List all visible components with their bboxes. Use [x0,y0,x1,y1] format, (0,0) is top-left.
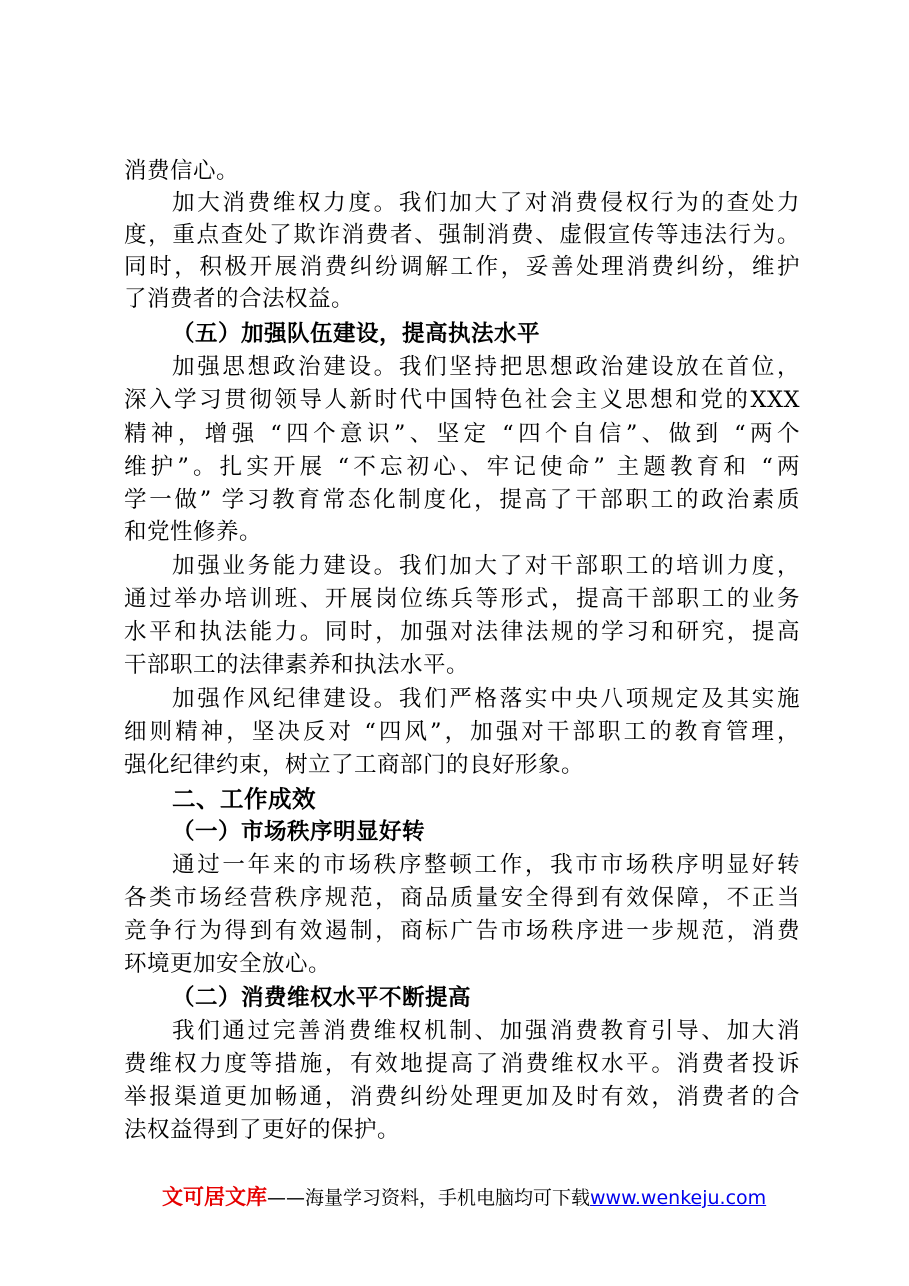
paragraph-line: 各类市场经营秩序规范，商品质量安全得到有效保障，不正当 [124,885,800,911]
chapter-heading: 二、工作成效 [172,785,316,813]
paragraph-line: 强化纪律约束，树立了工商部门的良好形象。 [124,752,585,778]
paragraph-line: 通过举办培训班、开展岗位练兵等形式，提高干部职工的业务 [124,586,800,612]
paragraph-line: 消费信心。 [124,158,240,184]
paragraph-line: 环境更加安全放心。 [124,951,332,977]
paragraph-line: 细则精神，坚决反对 “四风”，加强对干部职工的教育管理， [124,719,800,745]
paragraph-line: 和党性修养。 [124,519,263,545]
paragraph-line: 干部职工的法律素养和执法水平。 [124,652,470,678]
paragraph-line: 加强作风纪律建设。我们严格落实中央八项规定及其实施 [172,686,800,712]
paragraph-line: 学一做” 学习教育常态化制度化，提高了干部职工的政治素质 [124,487,800,513]
paragraph-line: 水平和执法能力。同时，加强对法律法规的学习和研究，提高 [124,619,800,645]
paragraph-line: 维护”。扎实开展 “不忘初心、牢记使命” 主题教育和 “两 [124,454,800,480]
paragraph-line: 法权益得到了更好的保护。 [124,1117,401,1143]
paragraph-line: 加大消费维权力度。我们加大了对消费侵权行为的查处力 [172,190,800,216]
paragraph-line: 举报渠道更加畅通，消费纠纷处理更加及时有效，消费者的合 [124,1084,800,1110]
section-heading: （五）加强队伍建设，提高执法水平 [172,321,541,347]
footer-tagline: ——海量学习资料，手机电脑均可下载 [267,1187,591,1209]
paragraph-line: 度，重点查处了欺诈消费者、强制消费、虚假宣传等违法行为。 [124,222,800,248]
paragraph-line: 加强思想政治建设。我们坚持把思想政治建设放在首位， [172,354,800,380]
paragraph-line: 通过一年来的市场秩序整顿工作，我市市场秩序明显好转 [172,852,800,878]
paragraph-line: 费维权力度等措施，有效地提高了消费维权水平。消费者投诉 [124,1051,800,1077]
footer-watermark [162,1184,766,1211]
section-heading: （二）消费维权水平不断提高 [172,985,472,1011]
paragraph-line: 加强业务能力建设。我们加大了对干部职工的培训力度， [172,553,800,579]
footer-link[interactable]: www.wenkeju.com [590,1187,767,1209]
section-heading: （一）市场秩序明显好转 [172,819,426,845]
footer-brand: 文可居文库 [162,1185,267,1209]
paragraph-line: 同时，积极开展消费纠纷调解工作，妥善处理消费纠纷，维护 [124,254,800,280]
paragraph-line: 深入学习贯彻领导人新时代中国特色社会主义思想和党的XXX [124,387,800,413]
paragraph-line: 精神，增强 “四个意识”、坚定 “四个自信”、做到 “两个 [124,421,800,447]
paragraph-line: 了消费者的合法权益。 [124,286,355,312]
paragraph-line: 竞争行为得到有效遏制，商标广告市场秩序进一步规范，消费 [124,918,800,944]
paragraph-line: 我们通过完善消费维权机制、加强消费教育引导、加大消 [172,1018,800,1044]
